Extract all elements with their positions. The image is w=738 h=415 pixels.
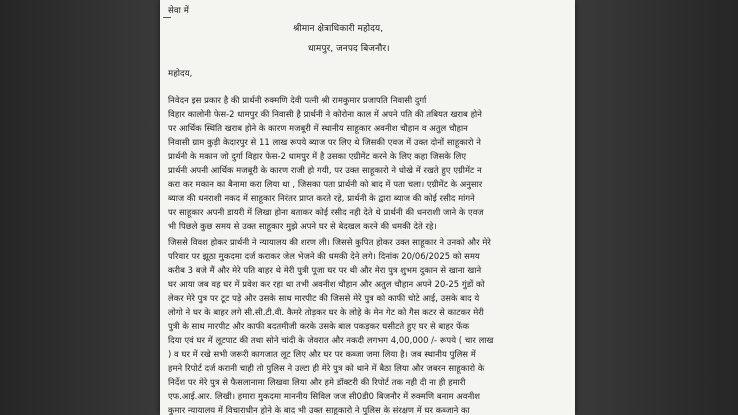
body-line: पुत्री के साथ मारपीट और काफी बदतमीजी करके उसके बाल पकड़कर घसीटते हुए घर से बाहर फेंक (168, 321, 470, 331)
body-line: लोगो ने घर के बाहर लगे सी.सी.टी.वी. कैमरे तोड़कर घर के लोहे के मेन गेट को गैस कटर से काटकर मेरी (168, 307, 484, 317)
letter-page (160, 0, 575, 415)
body-line: हमने रिपोर्ट दर्ज करानी चाही तो पुलिस ने उल्टा ही मेरे पुत्र को थाने में बैठा लिया और जबरन साहूकारो के (168, 363, 485, 373)
body-line: परिवार पर झूठा मुकदमा दर्ज कराकर जेल भेजने की धमकी देने लगे। दिनांक 20/06/2025 को समय (168, 251, 480, 261)
background-right-edge (573, 0, 738, 415)
body-line: करा कर मकान का बैनामा करा लिया था , जिसका पता प्रार्थनी को बाद में पता चला। एग्रीमेंट के अनुसार (168, 179, 483, 189)
margin-mark (163, 17, 171, 18)
body-line: निर्देश पर मेरे पुत्र से फैसलानामा लिखवा लिया और हमे डॉक्टरी की रिपोर्ट तक नही दी ना ही हमारी (168, 377, 466, 387)
addressee-location: धामपुर, जनपद बिजनौर। (308, 44, 390, 54)
salutation: महोदय, (168, 69, 193, 79)
body-line: निवासी ग्राम कुड़ी केदारपुर से 11 लाख रूपये ब्याज पर लिए थे जिसकी एवज में उक्त दोनों साहूकारो ने (168, 137, 481, 147)
body-line: ब्याज की धनराशी नकद में साहूकार निरंतर प्राप्त करते रहे, प्रार्थनी के द्वारा ब्याज की कोई रसीद मांगने (168, 193, 475, 203)
body-line: प्रार्थनी अपनी आर्थिक मजबूरी के कारण राजी हो गयी, पर उक्त साहूकारो ने धोखे में रखते हुए एग्रीमेंट न (168, 165, 482, 175)
body-line: विहार कालोनी फेस-2 धामपुर की निवासी है प्रार्थनी ने कोरोना काल में अपने पति की तबियत खराब होने (168, 109, 482, 119)
background-left-edge (0, 0, 160, 415)
addressee-title: श्रीमान क्षेत्राधिकारी महोदय, (293, 24, 384, 34)
body-line: एफ.आई.आर. लिखी। हमारा मुकदमा माननीय सिविल जज सी0डी0 बिजनौर में रुक्मणि बनाम अवनीश (168, 391, 481, 401)
body-line: ) व घर में रखे सभी जरूरी कागजात लूट लिए और घर पर कब्जा जमा लिया है। जब स्थानीय पुलिस में (168, 349, 476, 359)
body-line: लेकर मेरे पुत्र पर टूट पड़े और उसके साथ मारपीट की जिससे मेरे पुत्र को काफी चोटे आई, उसके बाद ये (168, 293, 480, 303)
body-line: दिया एवं घर में लूटपाट की तथा सोने चांदी के जेवरात और नकदी लगभग 4,00,000 /- रूपये ( चार लाख (168, 335, 494, 345)
body-line: जिससे विवश होकर प्रार्थनी ने न्यायालय की शरण ली। जिससे कुपित होकर उक्त साहूकार ने उनको और मेरे (168, 237, 491, 247)
body-line: कुमार न्यायालय में विचाराधीन होने के बाद भी उक्त साहूकारो ने पुलिस के संरक्षण में घर कब्जाने का (168, 405, 470, 415)
body-line: निवेदन इस प्रकार है की प्रार्थनी रुक्मणि देवी पत्नी श्री रामकुमार प्रजापति निवासी दुर्गा (168, 95, 427, 105)
body-line: भी पिछले कुछ समय से उक्त साहूकार मुझे अपने घर से बेदखल करने की धमकी देते रहे। (168, 221, 437, 231)
body-line: पर आर्थिक स्थिति खराब होने के कारण मजबूरी में स्थानीय साहूकार अवनीश चौहान व अतुल चौहान (168, 123, 468, 133)
recipient-prefix: सेवा में (168, 6, 189, 16)
body-line: प्रार्थनी के मकान जो दुर्गा विहार फेस-2 धामपुर में है उसका एग्रीमेंट करने के लिए कहा जिसके लिए (168, 151, 467, 161)
body-line: पर साहूकार अपनी डायरी में लिखा होना बताकर कोई रसीद नही देते थे प्रार्थनी की धनराशी जाने के एवज (168, 207, 484, 217)
body-line: करीब 3 बजे मैं और मेरे पति बाहर थे मेरी पुत्री पूजा घर पर थी और मेरा पुत्र शुभम दुकान से खाना खाने (168, 265, 482, 275)
body-line: घर आया जब वह घर में प्रवेश कर रहा था तभी अवनीश चौहान और अतुल चौहान अपने 20-25 गुंडों को (168, 279, 485, 289)
